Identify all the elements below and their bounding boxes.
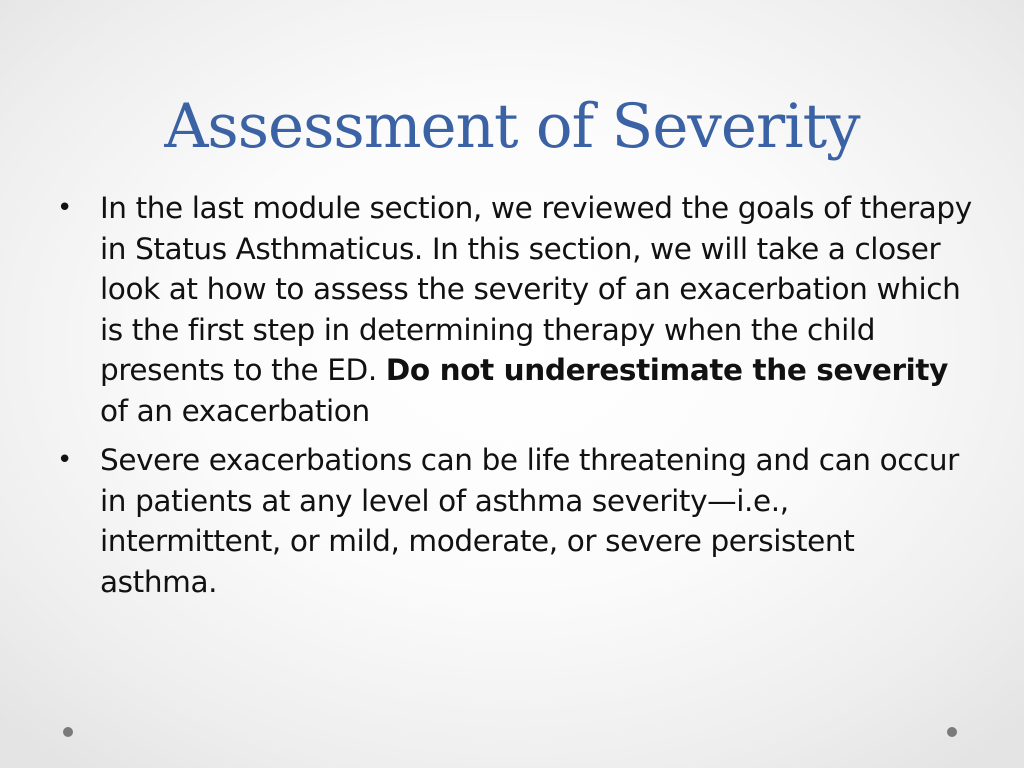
- bullet-marker: •: [57, 445, 72, 475]
- bullet-emphasis: Do not underestimate the severity: [385, 353, 948, 387]
- bullet-marker: •: [57, 193, 72, 223]
- bullet-item-2: [55, 440, 975, 602]
- slide-title: Assessment of Severity: [164, 91, 860, 162]
- bullet-item-1: [55, 188, 975, 431]
- corner-dot-left: [63, 727, 73, 737]
- bullet-list: [55, 188, 975, 611]
- bullet-text: In the last module section, we reviewed the goals of therapy in Status Asthmaticus. In this section, we will take a closer look at how to assess the severity of an exacerbation which is the first step in determining therapy when the child presents to the ED.: [100, 191, 972, 387]
- bullet-text: Severe exacerbations can be life threatening and can occur in patients at any level of asthma severity—i.e., intermittent, or mild, moderate, or severe persistent asthma.: [100, 443, 959, 599]
- bullet-text-end: of an exacerbation: [100, 393, 370, 428]
- corner-dot-right: [947, 727, 957, 737]
